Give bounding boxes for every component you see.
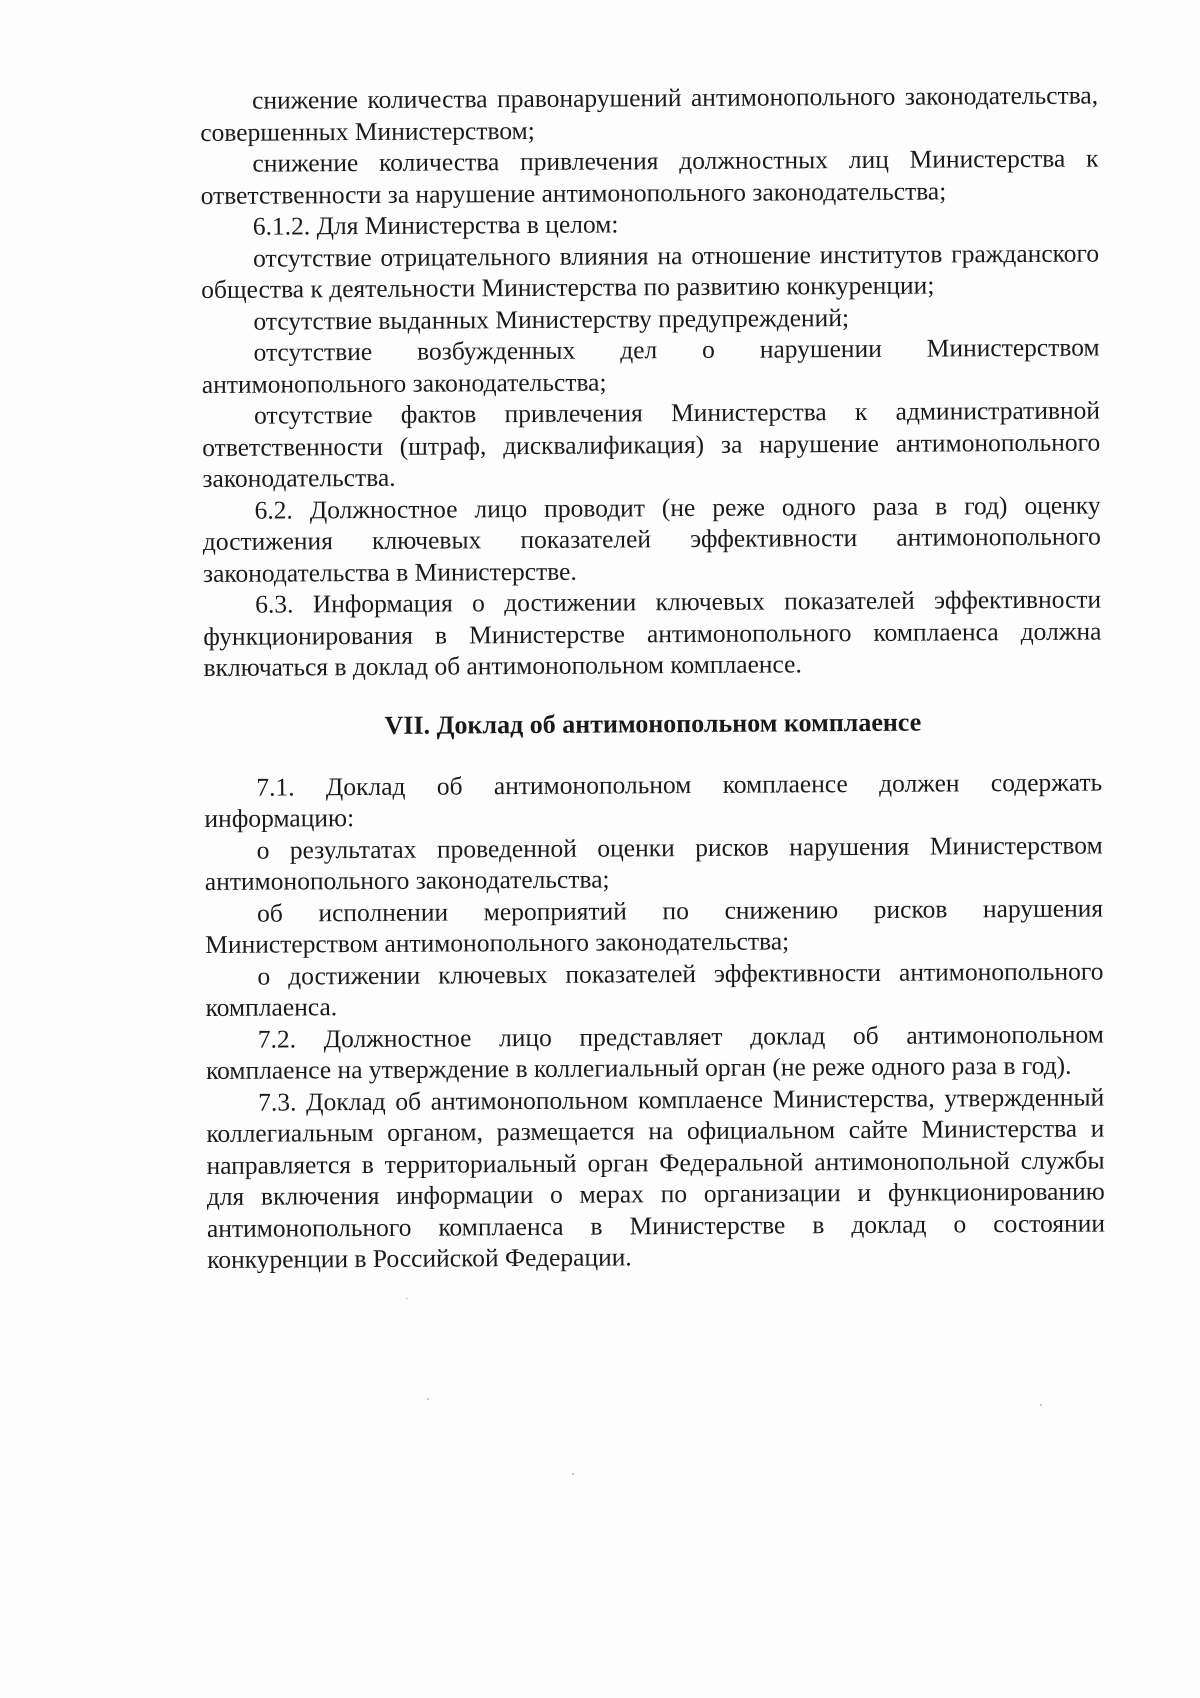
paragraph-7-3: 7.3. Доклад об антимонопольном комплаенсе Министерства, утвержденный коллегиальным органом, размещается на официальном сайте Министерства и направляется в территориальный орган Федеральной антимонопольной службы для включения информации о мерах по организации и функционированию антимонопольного комплаенса в Министерстве в доклад о состоянии конкуренции в Российской Федерации. [206,1081,1106,1274]
paragraph-risk-mitigation-measures: об исполнении мероприятий по снижению рисков нарушения Министерством антимонопольного законодательства; [205,892,1104,959]
paragraph-6-1-2-heading: 6.1.2. Для Министерства в целом: [252,209,619,241]
paragraph-6-2: 6.2. Должностное лицо проводит (не реже одного раза в год) оценку достижения ключевых показателей эффективности антимонопольного законодательства в Министерстве. [202,490,1101,588]
scan-speck [406,1298,408,1299]
paragraph-risk-assessment-results: о результатах проведенной оценки рисков нарушения Министерством антимонопольного законодательства; [204,830,1103,896]
paragraph-7-1: 7.1. Доклад об антимонопольном комплаенсе должен содержать информацию: [204,767,1103,833]
section-7-title: VII. Доклад об антимонопольном комплаенсе [384,707,922,740]
scan-speck [427,1398,429,1400]
paragraph-reduce-liability: снижение количества привлечения должностных лиц Министерства к ответственности за нарушение антимонопольного законодательства; [200,143,1099,210]
scan-speck [572,1473,574,1475]
document-body [200,80,1105,1276]
paragraph-kpi-achievement: о достижении ключевых показателей эффективности антимонопольного комплаенса. [205,955,1104,1022]
paragraph-7-2: 7.2. Должностное лицо представляет доклад об антимонопольном комплаенсе на утверждение в коллегиальный орган (не реже одного раза в год). [205,1018,1104,1085]
paragraph-no-administrative-liability: отсутствие фактов привлечения Министерства к административной ответственности (штраф, дисквалификация) за нарушение антимонопольного законодательства. [202,395,1101,493]
paragraph-no-cases: отсутствие возбужденных дел о нарушении Министерством антимонопольного законодательства; [201,332,1100,399]
scan-speck [1040,1404,1042,1406]
paragraph-6-3: 6.3. Информация о достижении ключевых показателей эффективности функционирования в Министерстве антимонопольного комплаенса должна включаться в доклад об антимонопольном комплаенсе. [203,584,1102,682]
paragraph-no-negative-influence: отсутствие отрицательного влияния на отношение институтов гражданского общества к деятельности Министерства по развитию конкуренции; [201,238,1100,304]
paragraph-no-warnings: отсутствие выданных Министерству предупреждений; [253,302,850,336]
paragraph-reduce-violations: снижение количества правонарушений антимонопольного законодательства, совершенных Министерством; [200,80,1099,147]
